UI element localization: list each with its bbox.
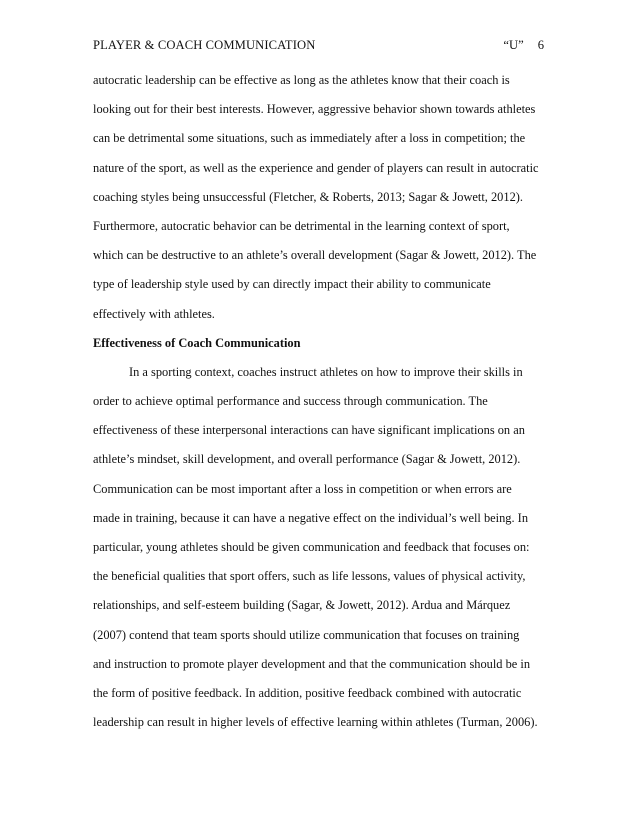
- text-line: type of leadership style used by can directly impact their ability to communicate: [93, 277, 491, 292]
- document-body: [93, 66, 553, 737]
- text-line: nature of the sport, as well as the experience and gender of players can result in autocratic: [93, 160, 539, 175]
- text-line: can be detrimental some situations, such as immediately after a loss in competition; the: [93, 131, 526, 146]
- text-line: made in training, because it can have a negative effect on the individual’s well being. In: [93, 510, 529, 525]
- text-line: effectively with athletes.: [93, 306, 215, 321]
- text-line: relationships, and self-esteem building (Sagar, & Jowett, 2012). Ardua and Márquez: [93, 598, 511, 613]
- text-line: the form of positive feedback. In addition, positive feedback combined with autocratic: [93, 685, 522, 700]
- text-line: coaching styles being unsuccessful (Fletcher, & Roberts, 2013; Sagar & Jowett, 2012).: [93, 189, 523, 204]
- running-head: PLAYER & COACH COMMUNICATION: [93, 38, 316, 52]
- text-line: Furthermore, autocratic behavior can be detrimental in the learning context of sport,: [93, 218, 510, 233]
- text-line: autocratic leadership can be effective as long as the athletes know that their coach is: [93, 73, 510, 87]
- page-number: 6: [537, 38, 544, 52]
- text-line: and instruction to promote player development and that the communication should be in: [93, 656, 531, 671]
- text-line: athlete’s mindset, skill development, and overall performance (Sagar & Jowett, 2012).: [93, 452, 521, 467]
- text-line: order to achieve optimal performance and success through communication. The: [93, 394, 488, 409]
- text-line: the beneficial qualities that sport offers, such as life lessons, values of physical activity,: [93, 569, 526, 584]
- text-line: effectiveness of these interpersonal interactions can have significant implications on an: [93, 423, 525, 438]
- text-line: (2007) contend that team sports should utilize communication that focuses on training: [93, 627, 520, 642]
- text-line: which can be destructive to an athlete’s overall development (Sagar & Jowett, 2012). The: [93, 248, 537, 263]
- short-title: “U”: [503, 38, 524, 52]
- text-line: leadership can result in higher levels of effective learning within athletes (Turman, 2006).: [93, 715, 538, 730]
- text-line: looking out for their best interests. However, aggressive behavior shown towards athletes: [93, 102, 536, 117]
- text-line: Communication can be most important after a loss in competition or when errors are: [93, 481, 512, 496]
- section-heading: Effectiveness of Coach Communication: [93, 335, 301, 350]
- text-line: In a sporting context, coaches instruct athletes on how to improve their skills in: [129, 364, 523, 379]
- text-line: particular, young athletes should be given communication and feedback that focuses on:: [93, 540, 530, 554]
- header-right: [503, 38, 544, 53]
